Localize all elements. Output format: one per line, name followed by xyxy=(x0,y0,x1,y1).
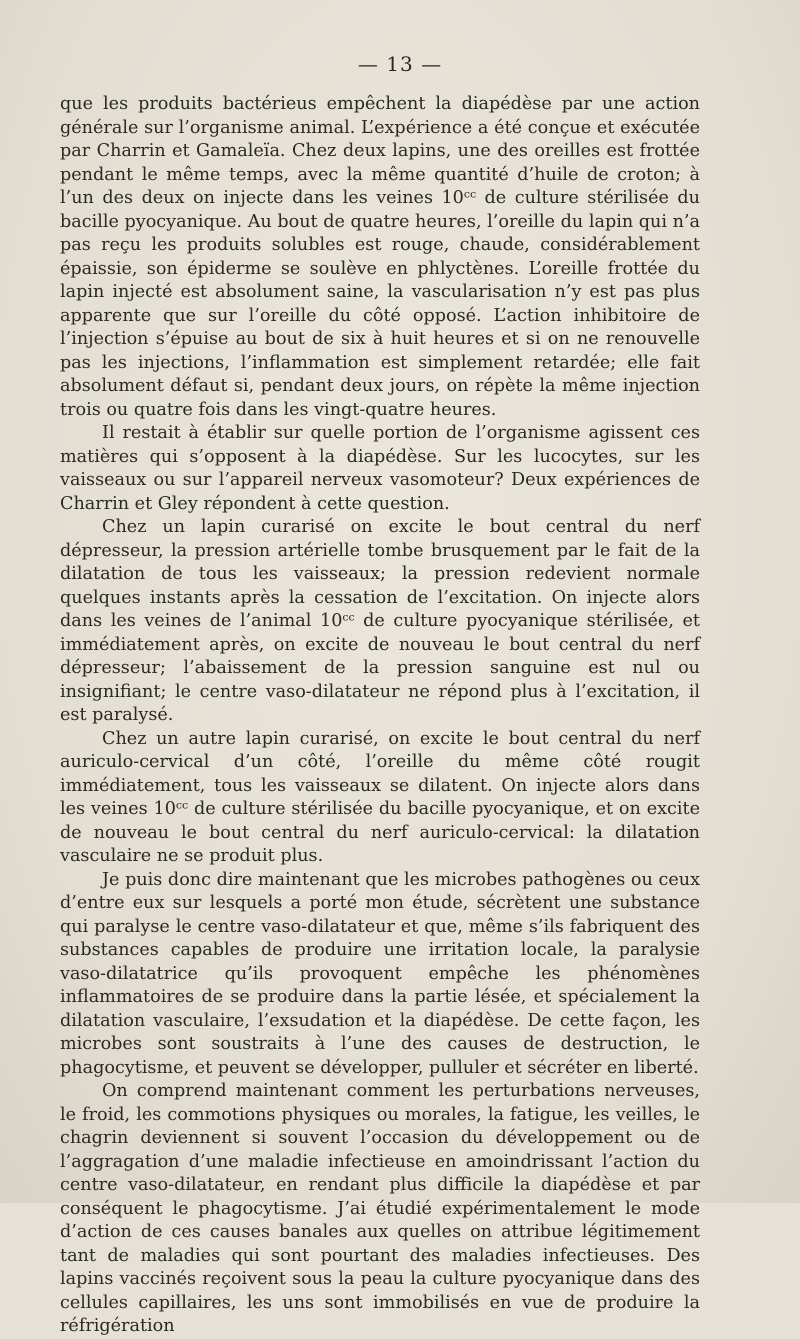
paragraph: Chez un lapin curarisé on excite le bout central du nerf dépresseur, la pression artérielle tombe brusquement par le fait de la dilatation de tous les vaisseaux; la pression redevient normale quelques instants après la cessation de l’excitation. On injecte alors dans les veines de l’animal 10ᶜᶜ de culture pyocyanique stérilisée, et immédiatement après, on excite de nouveau le bout central du nerf dépresseur; l’abaissement de la pression sanguine est nul ou insignifiant; le centre vaso-dilatateur ne répond plus à l’excitation, il est paralysé. xyxy=(60,517,700,725)
paragraph: Je puis donc dire maintenant que les microbes pathogènes ou ceux d’entre eux sur lesquels a porté mon étude, sécrètent une substance qui paralyse le centre vaso-dilatateur et que, même s’ils fabriquent des substances capables de produire une irritation locale, la paralysie vaso-dilatatrice qu’ils provoquent empêche les phénomènes inflammatoires de se produire dans la partie lésée, et spécialement la dilatation vasculaire, l’exsudation et la diapédèse. De cette façon, les microbes sont soustraits à l’une des causes de destruction, le phagocytisme, et peuvent se développer, pulluler et sécréter en liberté. xyxy=(60,869,700,1078)
paragraph: Il restait à établir sur quelle portion de l’organisme agissent ces matières qui s’opposent à la diapédèse. Sur les lucocytes, sur les vaisseaux ou sur l’appareil nerveux vasomoteur? Deux expériences de Charrin et Gley répondent à cette question. xyxy=(60,423,700,514)
paragraph: Chez un autre lapin curarisé, on excite le bout central du nerf auriculo-cervical d’un côté, l’oreille du même côté rougit immédiatement, tous les vaisseaux se dilatent. On injecte alors dans les veines 10ᶜᶜ de culture stérilisée du bacille pyocyanique, et on excite de nouveau le bout central du nerf auriculo-cervical: la dilatation vasculaire ne se produit plus. xyxy=(60,728,700,866)
paragraph: que les produits bactérieus empêchent la diapédèse par une action générale sur l’organisme animal. L’expérience a été conçue et exécutée par Charrin et Gamaleïa. Chez deux lapins, une des oreilles est frottée pendant le même temps, avec la même quantité d’huile de croton; à l’un des deux on injecte dans les veines 10ᶜᶜ de culture stérilisée du bacille pyocyanique. Au bout de quatre heures, l’oreille du lapin qui n’a pas reçu les produits solubles est rouge, chaude, considérablement épaissie, son épiderme se soulève en phlyctènes. L’oreille frottée du lapin injecté est absolument saine, la vascularisation n’y est pas plus apparente que sur l’oreille du côté opposé. L’action inhibitoire de l’injection s’épuise au bout de six à huit heures et si on ne renouvelle pas les injections, l’inflammation est simplement retardée; elle fait absolument défaut si, pendant deux jours, on répète la même injection trois ou quatre fois dans les vingt-quatre heures. xyxy=(60,94,700,420)
paragraph: On comprend maintenant comment les perturbations nerveuses, le froid, les commotions physiques ou morales, la fatigue, les veilles, le chagrin deviennent si souvent l’occasion du développement ou de l’aggragation d’une maladie infectieuse en amoindrissant l’action du centre vaso-dilatateur, en rendant plus difficile la diapédèse et par conséquent le phagocytisme. J’ai étudié expérimentalement le mode d’action de ces causes banales aux quelles on attribue légitimement tant de maladies qui sont pourtant des maladies infectieuses. Des lapins vaccinés reçoivent sous la peau la culture pyocyanique dans des cellules capillaires, les uns sont immobilisés en vue de produire la réfrigération xyxy=(60,1081,700,1336)
page-number: — 13 — xyxy=(357,52,443,76)
body-text xyxy=(60,93,700,1339)
